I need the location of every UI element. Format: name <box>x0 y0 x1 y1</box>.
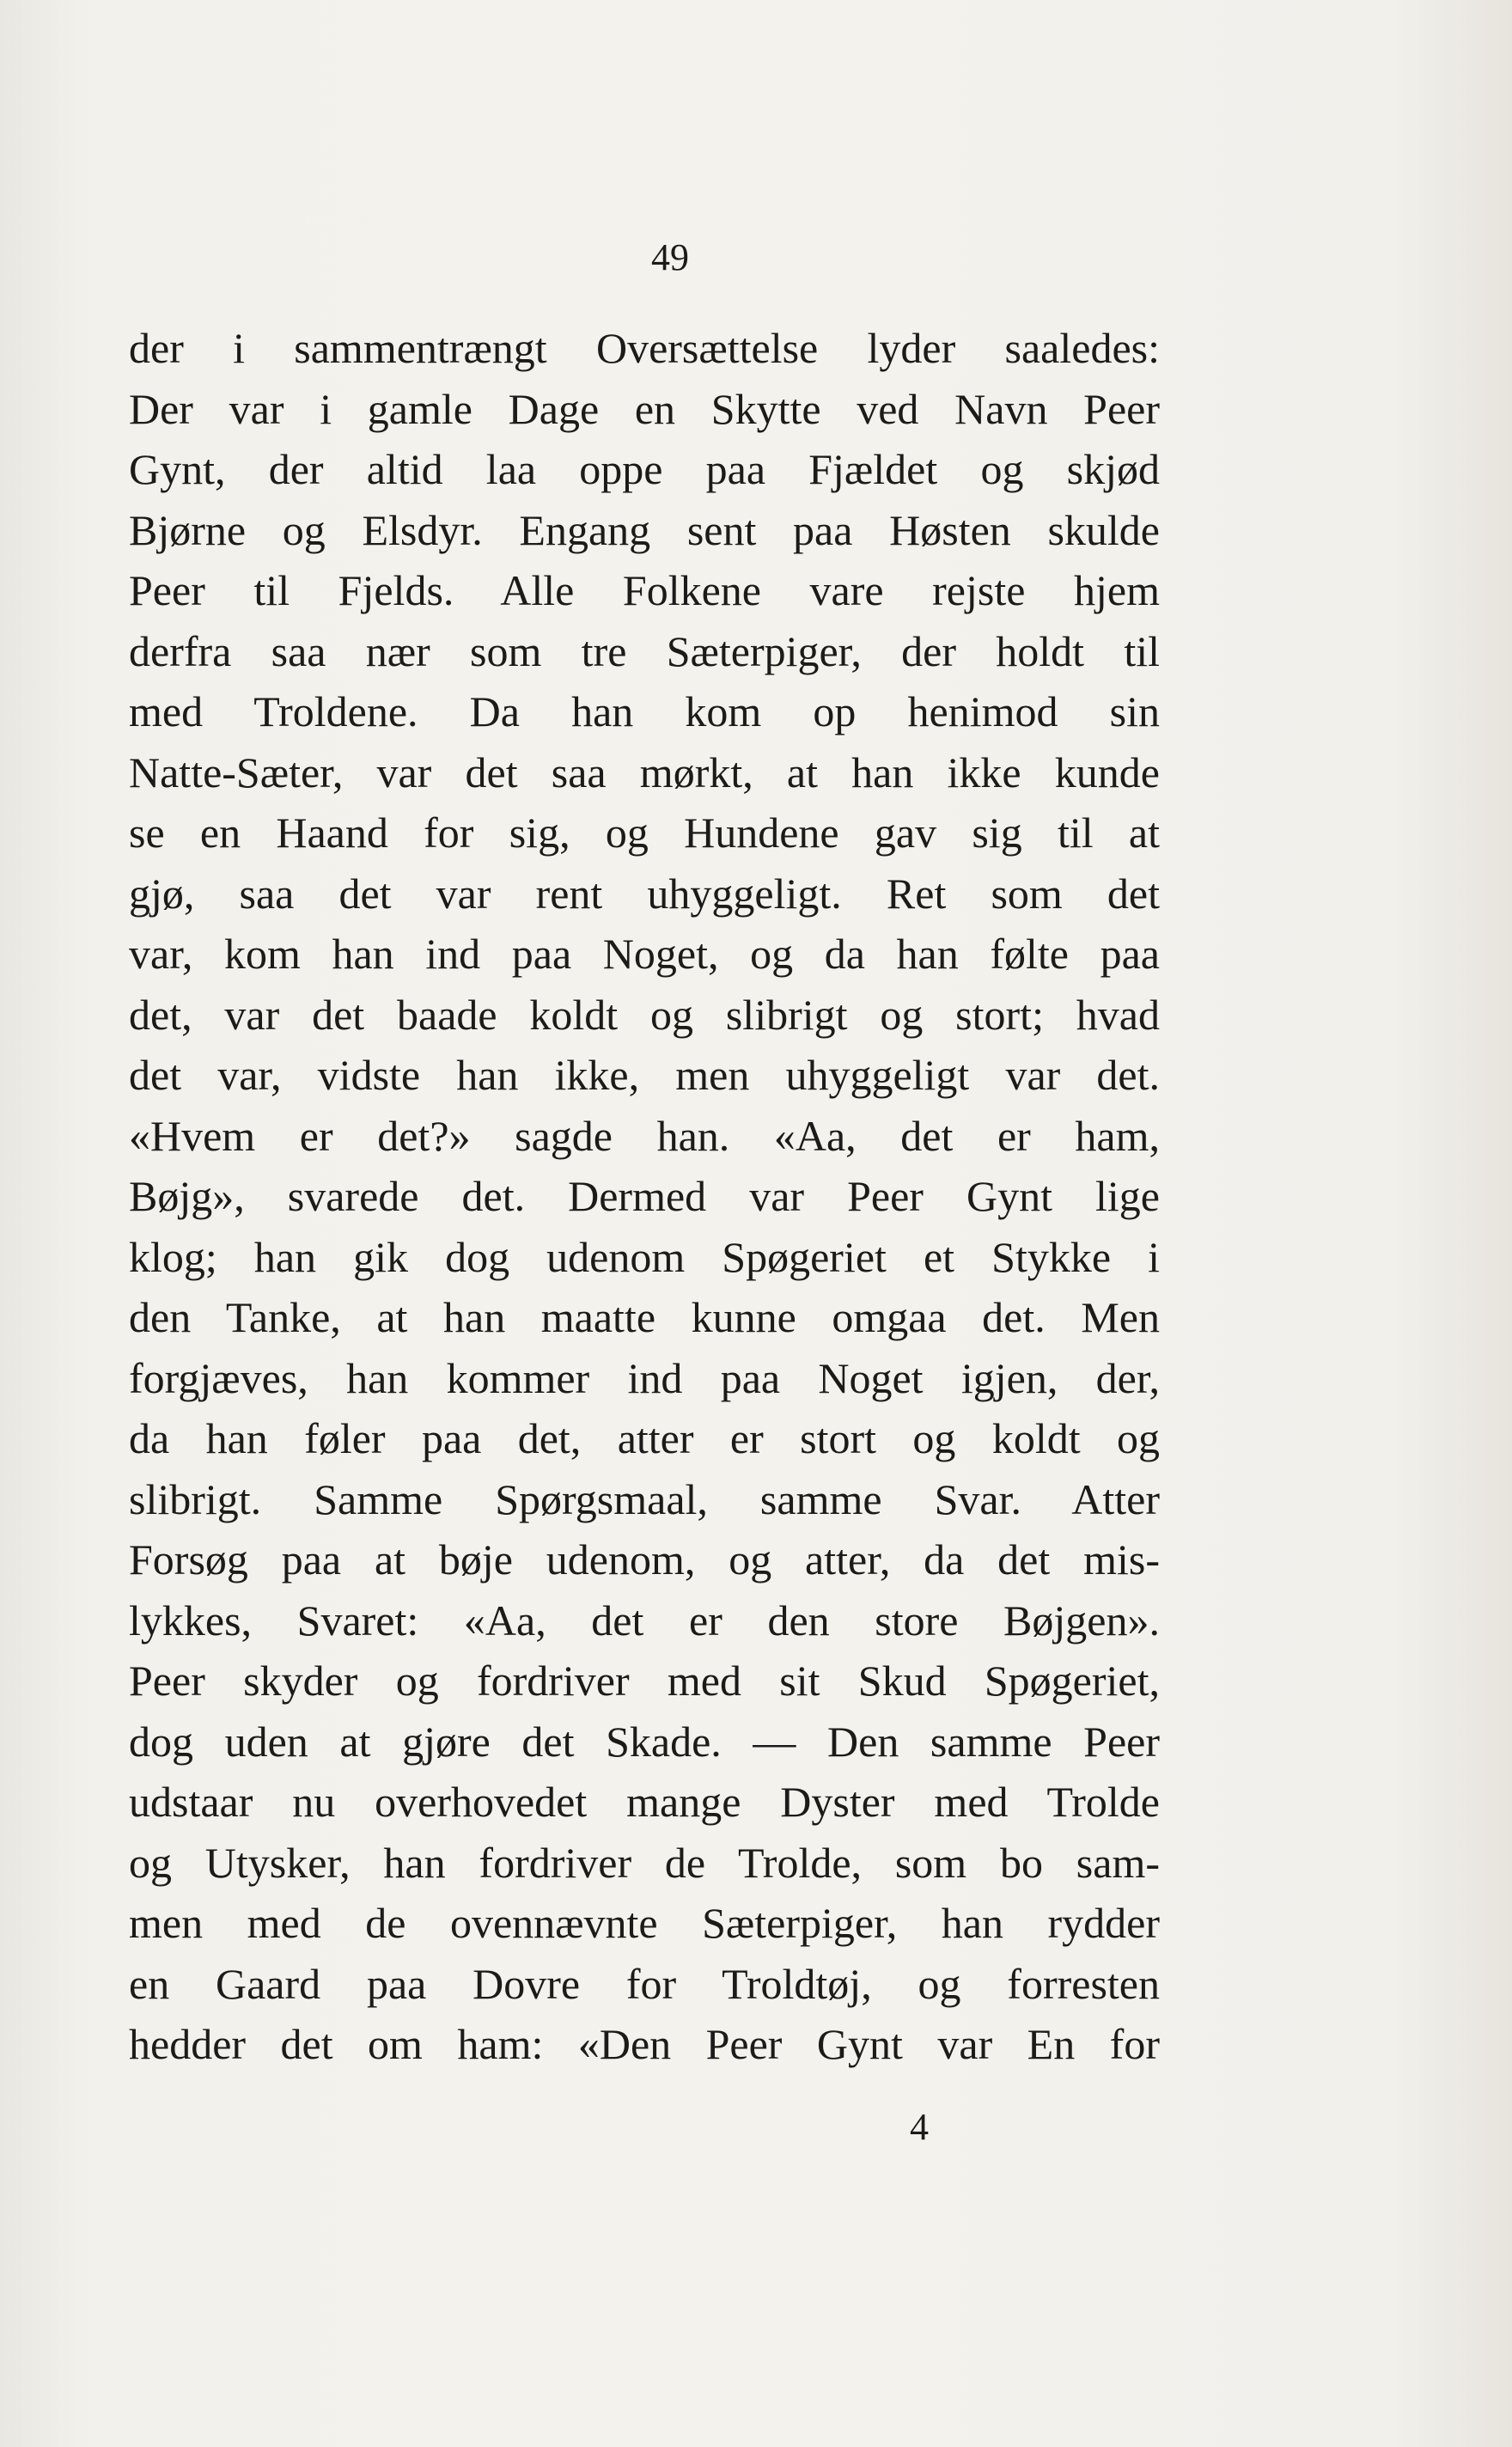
text-line: forgjæves, han kommer ind paa Noget igjen, der, <box>129 1353 1160 1402</box>
text-line: var, kom han ind paa Noget, og da han følte paa <box>129 930 1160 978</box>
text-line: og Utysker, han fordriver de Trolde, som bo sam- <box>129 1838 1160 1887</box>
text-line: derfra saa nær som tre Sæterpiger, der holdt til <box>129 626 1160 675</box>
text-line: Der var i gamle Dage en Skytte ved Navn Peer <box>129 384 1160 433</box>
text-line: en Gaard paa Dovre for Troldtøj, og forresten <box>129 1959 1160 2008</box>
text-line: med Troldene. Da han kom op henimod sin <box>129 687 1160 735</box>
page-number: 49 <box>651 236 689 278</box>
text-line: hedder det om ham: «Den Peer Gynt var En for <box>129 2020 1160 2068</box>
text-line: det var, vidste han ikke, men uhyggeligt var det. <box>129 1051 1160 1099</box>
signature-mark: 4 <box>910 2106 929 2148</box>
text-line: «Hvem er det?» sagde han. «Aa, det er ham, <box>129 1111 1160 1160</box>
text-line: Bøjg», svarede det. Dermed var Peer Gynt lige <box>129 1172 1160 1220</box>
text-line: da han føler paa det, atter er stort og koldt og <box>129 1414 1160 1462</box>
text-line: Gynt, der altid laa oppe paa Fjældet og skjød <box>129 445 1160 493</box>
text-line: Natte-Sæter, var det saa mørkt, at han ikke kunde <box>129 748 1160 796</box>
text-line: gjø, saa det var rent uhyggeligt. Ret som det <box>129 869 1160 918</box>
text-line: lykkes, Svaret: «Aa, det er den store Bøjgen». <box>129 1596 1160 1645</box>
text-line: der i sammentrængt Oversættelse lyder saaledes: <box>129 324 1160 372</box>
body-text <box>129 318 1160 2075</box>
text-line: Peer skyder og fordriver med sit Skud Spøgeriet, <box>129 1657 1160 1705</box>
text-line: Peer til Fjelds. Alle Folkene vare rejste hjem <box>129 566 1160 614</box>
text-line: den Tanke, at han maatte kunne omgaa det. Men <box>129 1293 1160 1341</box>
text-line: Forsøg paa at bøje udenom, og atter, da det mis- <box>129 1535 1160 1584</box>
text-line: men med de ovennævnte Sæterpiger, han rydder <box>129 1899 1160 1947</box>
text-line: det, var det baade koldt og slibrigt og stort; hvad <box>129 990 1160 1039</box>
text-line: udstaar nu overhovedet mange Dyster med Trolde <box>129 1778 1160 1826</box>
text-line: dog uden at gjøre det Skade. — Den samme Peer <box>129 1717 1160 1766</box>
text-line: slibrigt. Samme Spørgsmaal, samme Svar. Atter <box>129 1474 1160 1523</box>
text-line: klog; han gik dog udenom Spøgeriet et Stykke i <box>129 1232 1160 1281</box>
text-line: se en Haand for sig, og Hundene gav sig til at <box>129 809 1160 857</box>
text-line: Bjørne og Elsdyr. Engang sent paa Høsten skulde <box>129 505 1160 554</box>
